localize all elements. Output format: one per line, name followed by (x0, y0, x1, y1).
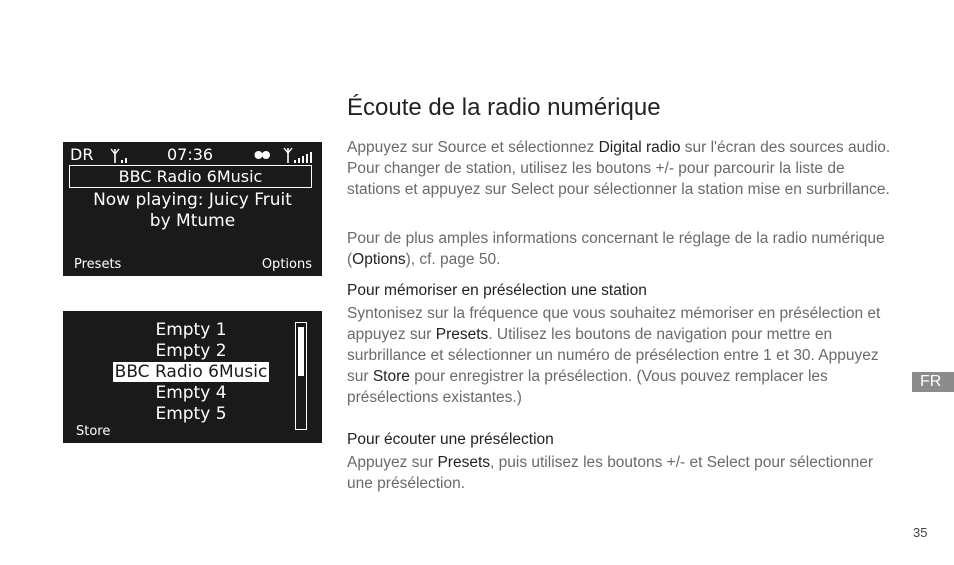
listen-preset-heading: Pour écouter une présélection (347, 431, 554, 448)
preset-scrollbar[interactable] (295, 322, 307, 430)
station-name-box: BBC Radio 6Music (69, 165, 312, 188)
preset-list (63, 320, 319, 425)
store-softkey[interactable]: Store (76, 424, 111, 439)
preset-item[interactable]: Empty 4 (155, 383, 227, 403)
now-playing-line-2: by Mtume (149, 211, 236, 231)
status-bar (69, 146, 316, 164)
keyword-options: Options (352, 251, 406, 268)
antenna-signal-icon (109, 146, 131, 164)
store-preset-paragraph: Syntonisez sur la fréquence que vous souhaitez mémoriser en présélection et appuyez sur Presets. Utilisez les boutons de navigation pour mettre en surbrillance et sélectionner un numéro de présélection entre 1 et 30. Appuyez sur Store pour enregistrer la présélection. (Vous pouvez remplacer les présélections existantes.) (347, 305, 881, 406)
presets-softkey[interactable]: Presets (74, 257, 122, 272)
language-tab: FR (912, 372, 954, 392)
store-preset-heading: Pour mémoriser en présélection une station (347, 282, 647, 299)
options-paragraph: Pour de plus amples informations concernant le réglage de la radio numérique (Options), cf. page 50. (347, 230, 885, 268)
scrollbar-thumb[interactable] (298, 327, 304, 376)
preset-item[interactable]: Empty 1 (155, 320, 227, 340)
preset-item[interactable]: Empty 2 (155, 341, 227, 361)
now-playing-line-1: Now playing: Juicy Fruit (93, 190, 292, 210)
intro-paragraph: Appuyez sur Source et sélectionnez Digital radio sur l'écran des sources audio. Pour changer de station, utilisez les boutons +/- pour parcourir la liste de stations et appuyez sur Select pour sélectionner la station mise en surbrillance. (347, 139, 891, 198)
clock-time: 07:36 (167, 145, 214, 164)
stereo-icon (253, 146, 273, 164)
listen-preset-paragraph: Appuyez sur Presets, puis utilisez les boutons +/- et Select pour sélectionner une présélection. (347, 454, 874, 492)
preset-item[interactable]: Empty 5 (155, 404, 227, 424)
wifi-signal-bars-icon (283, 146, 315, 164)
keyword-presets: Presets (437, 454, 491, 471)
keyword-presets: Presets (435, 326, 489, 343)
now-playing-screen (63, 142, 322, 276)
presets-screen (63, 311, 322, 443)
page-title: Écoute de la radio numérique (347, 94, 661, 121)
preset-item-selected[interactable]: BBC Radio 6Music (114, 362, 268, 382)
keyword-store: Store (372, 368, 410, 385)
now-playing-text (63, 190, 322, 232)
options-softkey[interactable]: Options (261, 257, 312, 272)
keyword-digital-radio: Digital radio (598, 139, 681, 156)
page-number: 35 (913, 525, 928, 540)
source-label: DR (70, 145, 94, 164)
